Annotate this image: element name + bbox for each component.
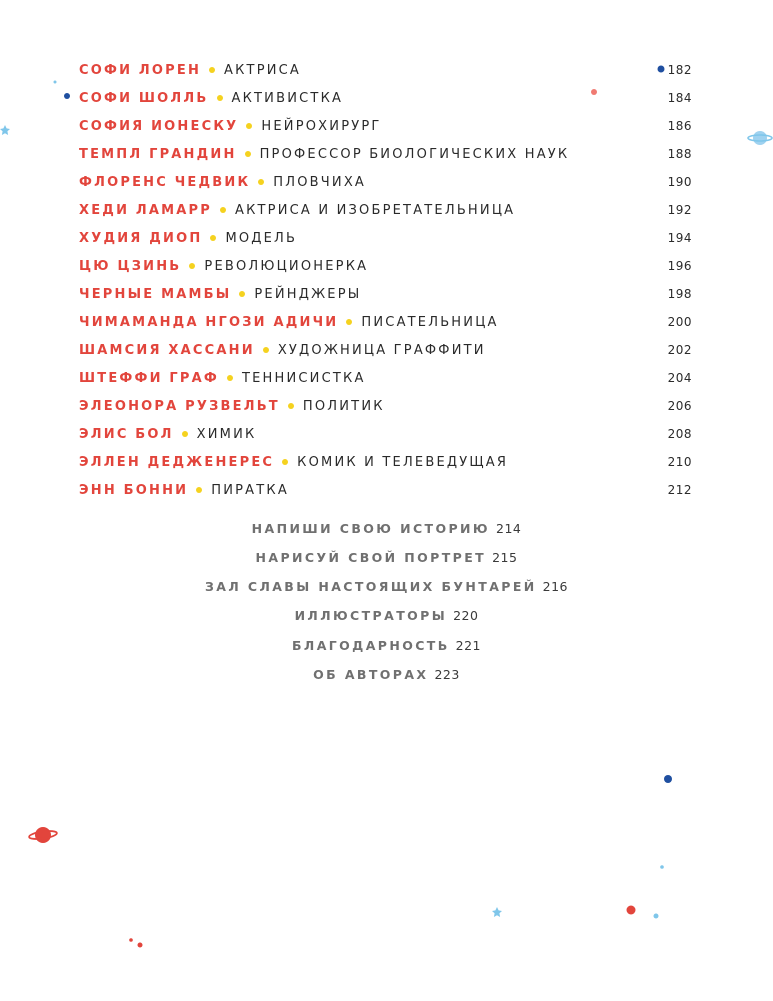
entry-page-number: 182 [667,63,692,77]
entry-page-number: 206 [667,399,692,413]
separator-dot-icon [227,375,233,381]
entry-name: СОФИ ЛОРЕН [79,62,202,78]
light-blue-dot-icon [654,914,659,919]
toc-entry[interactable] [79,172,692,192]
back-matter-page-number: 220 [453,608,479,623]
toc-entry[interactable] [79,284,692,304]
entry-page-number: 194 [667,231,692,245]
back-matter-page-number: 215 [492,550,518,565]
back-matter-item[interactable] [0,667,773,682]
entry-name: ШАМСИЯ ХАССАНИ [79,342,255,358]
toc-entry[interactable] [79,88,692,108]
back-matter-page-number: 223 [434,667,460,682]
entry-name: ШТЕФФИ ГРАФ [79,370,219,386]
entry-role: ПИРАТКА [211,482,289,498]
entry-name: ТЕМПЛ ГРАНДИН [79,146,237,162]
toc-entry[interactable] [79,396,692,416]
entry-role: АКТИВИСТКА [231,90,344,106]
separator-dot-icon [210,235,216,241]
back-matter-item[interactable] [0,579,773,594]
entry-page-number: 208 [667,427,692,441]
planet-icon [748,131,772,145]
entry-name: ЦЮ ЦЗИНЬ [79,258,182,274]
separator-dot-icon [246,123,252,129]
toc-entry[interactable] [79,312,692,332]
entry-page-number: 196 [667,259,692,273]
toc-entry[interactable] [79,340,692,360]
entry-page-number: 186 [667,119,692,133]
blue-dot-icon [64,93,70,99]
entry-page-number: 198 [667,287,692,301]
entry-page-number: 202 [667,343,692,357]
toc-entry[interactable] [79,256,692,276]
red-dot-icon [138,943,143,948]
back-matter-title: НАПИШИ СВОЮ ИСТОРИЮ [251,521,490,536]
separator-dot-icon [217,95,223,101]
separator-dot-icon [182,431,188,437]
toc-entry[interactable] [79,200,692,220]
star-icon [492,907,502,917]
entry-page-number: 204 [667,371,692,385]
entry-page-number: 200 [667,315,692,329]
entry-role: ПИСАТЕЛЬНИЦА [361,314,499,330]
back-matter-item[interactable] [0,521,773,536]
toc-entry[interactable] [79,368,692,388]
separator-dot-icon [346,319,352,325]
toc-entry[interactable] [79,452,692,472]
separator-dot-icon [189,263,195,269]
entry-page-number: 210 [667,455,692,469]
red-planet-icon [29,827,58,843]
entry-role: НЕЙРОХИРУРГ [261,118,382,134]
separator-dot-icon [209,67,215,73]
back-matter-title: ОБ АВТОРАХ [313,667,429,682]
back-matter-item[interactable] [0,608,773,623]
back-matter-page-number: 216 [542,579,568,594]
entry-role: КОМИК И ТЕЛЕВЕДУЩАЯ [297,454,509,470]
back-matter-item[interactable] [0,550,773,565]
red-dot-icon [129,938,133,942]
entry-role: ПРОФЕССОР БИОЛОГИЧЕСКИХ НАУК [259,146,570,162]
back-matter-title: БЛАГОДАРНОСТЬ [291,638,450,653]
back-matter-page-number: 221 [455,638,482,653]
entry-page-number: 184 [667,91,692,105]
back-matter-page-number: 214 [496,521,522,536]
separator-dot-icon [196,487,202,493]
separator-dot-icon [239,291,245,297]
entry-name: ФЛОРЕНС ЧЕДВИК [79,174,251,190]
back-matter-item[interactable] [0,638,773,653]
star-icon [0,125,10,135]
back-matter-title: ИЛЛЮСТРАТОРЫ [294,608,448,623]
entry-role: ХУДОЖНИЦА ГРАФФИТИ [277,342,486,358]
entry-page-number: 190 [667,175,692,189]
entry-name: ЭЛЕОНОРА РУЗВЕЛЬТ [79,398,280,414]
blue-dot-icon [664,775,672,783]
entry-page-number: 212 [667,483,692,497]
entry-role: ТЕННИСИСТКА [241,370,366,386]
entry-page-number: 192 [667,203,692,217]
entry-name: ХУДИЯ ДИОП [79,230,203,246]
toc-entry[interactable] [79,116,692,136]
separator-dot-icon [220,207,226,213]
toc-entry[interactable] [79,228,692,248]
entry-role: ПОЛИТИК [302,398,385,414]
separator-dot-icon [258,179,264,185]
entry-role: АКТРИСА И ИЗОБРЕТАТЕЛЬНИЦА [235,202,516,218]
separator-dot-icon [288,403,294,409]
separator-dot-icon [245,151,251,157]
back-matter-title: НАРИСУЙ СВОЙ ПОРТРЕТ [255,550,487,565]
entry-name: ЭЛИС БОЛ [79,426,174,442]
entry-name: СОФИ ШОЛЛЬ [79,90,209,106]
entry-role: МОДЕЛЬ [225,230,298,246]
entry-name: ЧЕРНЫЕ МАМБЫ [79,286,232,302]
entry-role: ХИМИК [196,426,257,442]
toc-entry[interactable] [79,144,692,164]
entry-name: СОФИЯ ИОНЕСКУ [79,118,239,134]
toc-entry[interactable] [79,424,692,444]
separator-dot-icon [282,459,288,465]
entry-role: РЕЙНДЖЕРЫ [254,286,362,302]
entry-name: ЭНН БОННИ [79,482,189,498]
red-dot-icon [627,906,636,915]
entry-name: ЭЛЛЕН ДЕДЖЕНЕРЕС [79,454,275,470]
back-matter-title: ЗАЛ СЛАВЫ НАСТОЯЩИХ БУНТАРЕЙ [204,579,537,594]
light-blue-dot-icon [660,865,664,869]
entry-name: ЧИМАМАНДА НГОЗИ АДИЧИ [79,314,339,330]
entry-role: ПЛОВЧИХА [273,174,367,190]
toc-entry[interactable] [79,60,692,80]
light-blue-dot-icon [54,81,57,84]
toc-entry[interactable] [79,480,692,500]
entry-role: РЕВОЛЮЦИОНЕРКА [204,258,369,274]
entry-page-number: 188 [667,147,692,161]
entry-name: ХЕДИ ЛАМАРР [79,202,212,218]
entry-role: АКТРИСА [224,62,302,78]
separator-dot-icon [263,347,269,353]
